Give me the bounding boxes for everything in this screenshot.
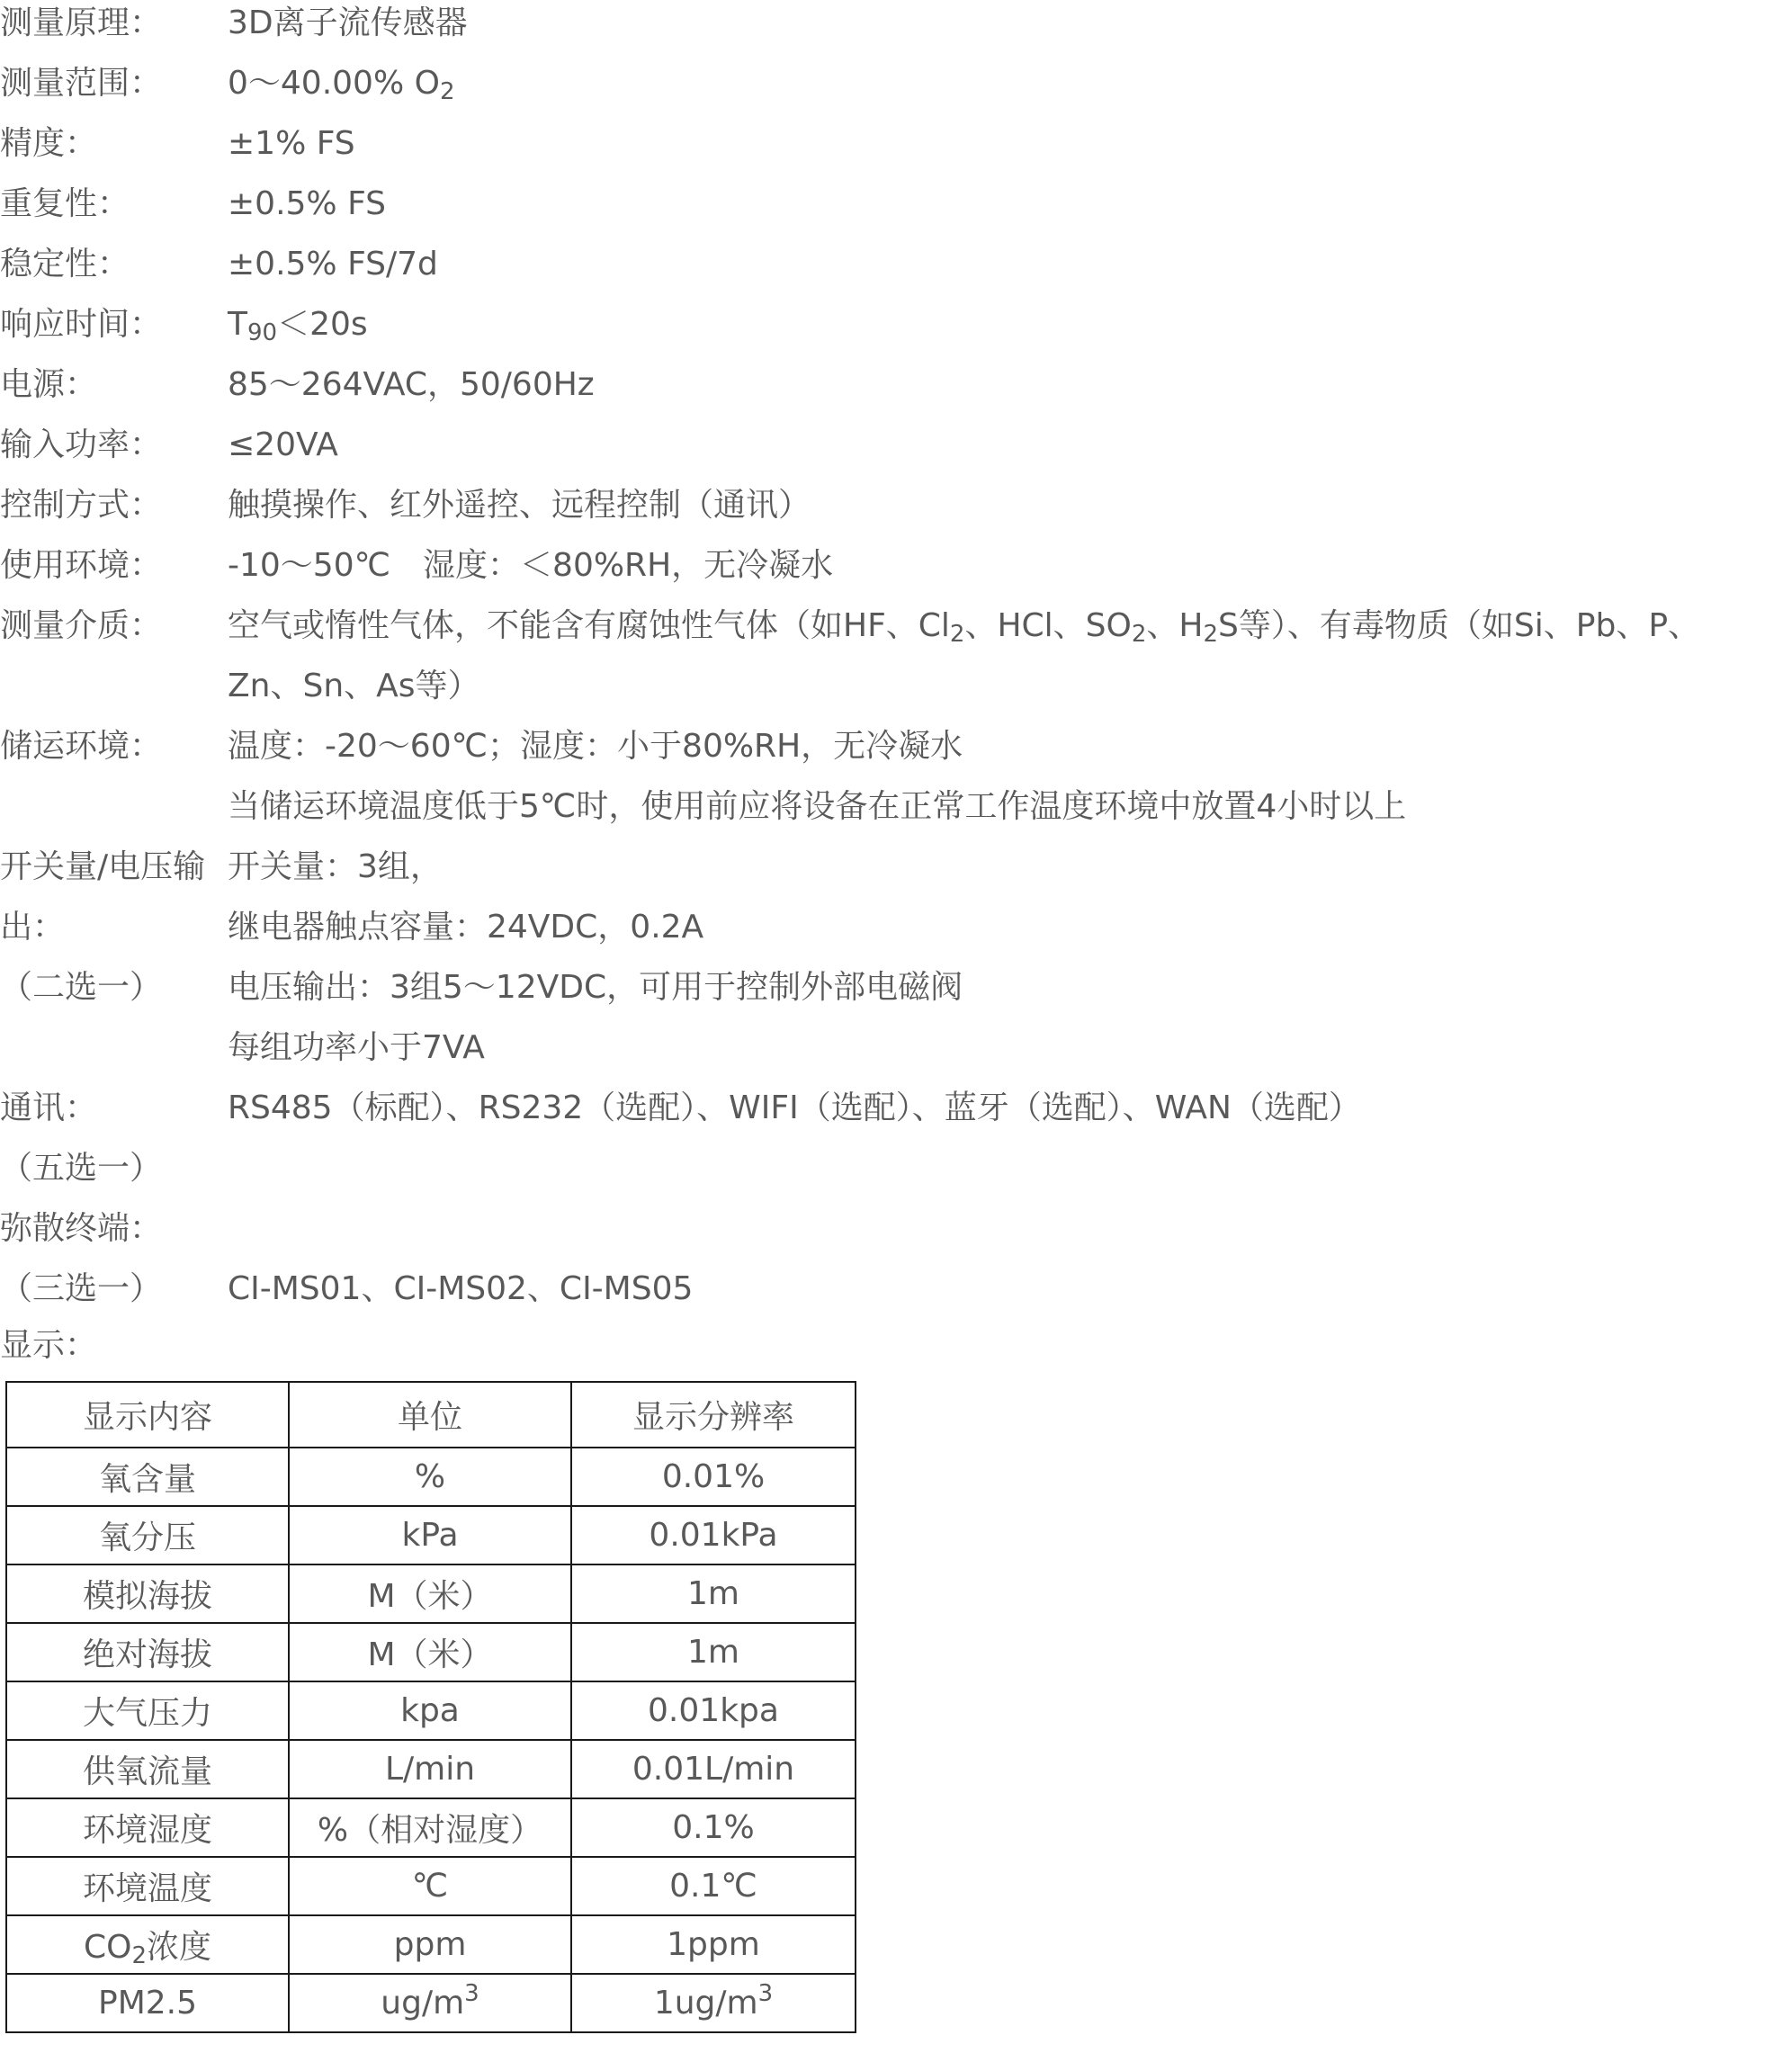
spec-row-terminal — [0, 1198, 1792, 1259]
table-row — [6, 1506, 856, 1564]
spec-label: （五选一） — [0, 1150, 163, 1187]
table-cell-item: 供氧流量 — [6, 1740, 289, 1798]
spec-row-terminal-options — [0, 1259, 1792, 1319]
spec-row-medium — [0, 596, 1792, 656]
spec-value — [228, 53, 455, 113]
table-cell-resolution: 0.01L/min — [571, 1740, 856, 1798]
spec-row-principle — [0, 0, 1792, 53]
spec-value: CI-MS01、CI-MS02、CI-MS05 — [228, 1270, 694, 1307]
table-row — [6, 1740, 856, 1798]
table-cell-item: PM2.5 — [6, 1974, 289, 2032]
spec-row-relay — [0, 897, 1792, 957]
subscript: 90 — [247, 319, 278, 346]
spec-label: （二选一） — [0, 969, 163, 1006]
table-cell-item: 氧含量 — [6, 1448, 289, 1506]
table-cell-unit: kpa — [289, 1681, 571, 1740]
table-cell-unit: %（相对湿度） — [289, 1798, 571, 1857]
spec-label: 显示： — [0, 1327, 98, 1364]
column-header: 单位 — [289, 1382, 571, 1448]
spec-label: 弥散终端： — [0, 1210, 163, 1247]
table-row — [6, 1857, 856, 1915]
table-cell-item: 模拟海拔 — [6, 1564, 289, 1623]
table-cell-item: 氧分压 — [6, 1506, 289, 1564]
table-cell-unit: kPa — [289, 1506, 571, 1564]
table-cell-resolution: 1ppm — [571, 1915, 856, 1974]
spec-label: 通讯： — [0, 1089, 98, 1126]
spec-value: 电压输出：3组5～12VDC，可用于控制外部电磁阀 — [228, 969, 963, 1006]
spec-value: 3D离子流传感器 — [228, 4, 468, 41]
spec-row-medium-cont — [0, 656, 1792, 716]
spec-value-text: S等）、有毒物质（如Si、Pb、P、 — [1218, 607, 1701, 644]
subscript: 2 — [949, 621, 965, 648]
subscript: 2 — [1131, 621, 1147, 648]
table-row — [6, 1681, 856, 1740]
table-cell-item: 环境温度 — [6, 1857, 289, 1915]
table-row — [6, 1448, 856, 1506]
spec-label: 使用环境： — [0, 547, 163, 584]
column-header: 显示内容 — [6, 1382, 289, 1448]
table-cell-resolution: 1m — [571, 1564, 856, 1623]
spec-row-voltage-output — [0, 957, 1792, 1018]
spec-row-communication-note — [0, 1138, 1792, 1198]
spec-label: 精度： — [0, 125, 98, 162]
table-cell-unit: M（米） — [289, 1623, 571, 1681]
spec-row-display — [0, 1315, 1792, 1376]
table-row — [6, 1623, 856, 1681]
spec-value-text: 0～40.00% O — [228, 65, 440, 102]
spec-value: 继电器触点容量：24VDC，0.2A — [228, 909, 704, 946]
spec-value-text: 空气或惰性气体，不能含有腐蚀性气体（如HF、Cl — [228, 607, 950, 644]
spec-value: -10～50℃ 湿度：＜80%RH，无冷凝水 — [228, 547, 834, 584]
table-cell-unit: L/min — [289, 1740, 571, 1798]
spec-label: 电源： — [0, 366, 98, 403]
spec-value: RS485（标配）、RS232（选配）、WIFI（选配）、蓝牙（选配）、WAN（选配） — [228, 1089, 1361, 1126]
spec-value-text: T — [228, 306, 247, 343]
cell-text: CO — [83, 1929, 132, 1966]
spec-value — [228, 294, 368, 354]
table-row — [6, 1798, 856, 1857]
spec-row-environment — [0, 535, 1792, 596]
spec-value: ±0.5% FS — [228, 185, 386, 222]
spec-row-group-power — [0, 1018, 1792, 1078]
spec-label: 响应时间： — [0, 306, 163, 343]
cell-text: ug/m — [381, 1985, 465, 2022]
spec-value: 开关量：3组， — [228, 848, 443, 885]
spec-label: 开关量/电压输 — [0, 848, 206, 885]
spec-value: ±1% FS — [228, 125, 355, 162]
subscript: 2 — [439, 78, 455, 105]
spec-value: 温度：-20～60℃；湿度：小于80%RH，无冷凝水 — [228, 728, 963, 765]
table-cell-unit: ℃ — [289, 1857, 571, 1915]
table-cell-item: 大气压力 — [6, 1681, 289, 1740]
spec-label: 稳定性： — [0, 246, 130, 282]
subscript: 2 — [131, 1942, 147, 1969]
spec-row-communication — [0, 1078, 1792, 1138]
spec-label: 测量范围： — [0, 65, 163, 102]
column-header: 显示分辨率 — [571, 1382, 856, 1448]
spec-label: （三选一） — [0, 1270, 163, 1307]
superscript: 3 — [757, 1980, 774, 2007]
spec-row-response-time — [0, 294, 1792, 354]
table-cell-unit — [289, 1974, 571, 2032]
spec-value: 当储运环境温度低于5℃时，使用前应将设备在正常工作温度环境中放置4小时以上 — [228, 788, 1407, 825]
table-header-row — [6, 1382, 856, 1448]
spec-value: 85～264VAC，50/60Hz — [228, 366, 595, 403]
spec-label: 测量介质： — [0, 607, 163, 644]
table-cell-item — [6, 1915, 289, 1974]
spec-label: 控制方式： — [0, 487, 163, 524]
table-cell-item: 绝对海拔 — [6, 1623, 289, 1681]
table-row — [6, 1915, 856, 1974]
spec-value: Zn、Sn、As等） — [228, 668, 480, 704]
spec-label: 重复性： — [0, 185, 130, 222]
spec-row-switch-output — [0, 837, 1792, 897]
table-cell-resolution: 1m — [571, 1623, 856, 1681]
spec-value: 每组功率小于7VA — [228, 1029, 485, 1066]
table-cell-resolution: 0.01kPa — [571, 1506, 856, 1564]
spec-label: 输入功率： — [0, 426, 163, 463]
superscript: 3 — [464, 1980, 479, 2007]
table-row — [6, 1564, 856, 1623]
spec-row-power-supply — [0, 354, 1792, 415]
spec-value — [228, 596, 1700, 656]
table-cell-resolution: 0.01kpa — [571, 1681, 856, 1740]
cell-text: 浓度 — [147, 1929, 212, 1966]
spec-row-accuracy — [0, 113, 1792, 174]
spec-label: 出： — [0, 909, 66, 946]
cell-text: 1ug/m — [653, 1985, 758, 2022]
spec-value-text: 、HCl、SO — [964, 607, 1132, 644]
spec-row-repeatability — [0, 174, 1792, 234]
spec-row-range — [0, 53, 1792, 113]
subscript: 2 — [1203, 621, 1219, 648]
spec-label: 储运环境： — [0, 728, 163, 765]
spec-label: 测量原理： — [0, 4, 163, 41]
spec-row-control-mode — [0, 475, 1792, 535]
table-cell-item: 环境湿度 — [6, 1798, 289, 1857]
spec-value-text: 、H — [1146, 607, 1204, 644]
table-cell-resolution: 0.1℃ — [571, 1857, 856, 1915]
table-row — [6, 1974, 856, 2032]
spec-value: 触摸操作、红外遥控、远程控制（通讯） — [228, 487, 811, 524]
spec-row-input-power — [0, 415, 1792, 475]
display-table — [5, 1381, 856, 2033]
table-cell-unit: ppm — [289, 1915, 571, 1974]
spec-row-stability — [0, 234, 1792, 294]
table-cell-resolution: 0.1% — [571, 1798, 856, 1857]
table-cell-unit: % — [289, 1448, 571, 1506]
table-cell-resolution: 0.01% — [571, 1448, 856, 1506]
spec-value: ±0.5% FS/7d — [228, 246, 438, 282]
spec-value-text: ＜20s — [277, 306, 368, 343]
spec-row-storage — [0, 716, 1792, 776]
table-cell-resolution — [571, 1974, 856, 2032]
table-cell-unit: M（米） — [289, 1564, 571, 1623]
spec-value: ≤20VA — [228, 426, 338, 463]
spec-row-storage-note — [0, 776, 1792, 837]
